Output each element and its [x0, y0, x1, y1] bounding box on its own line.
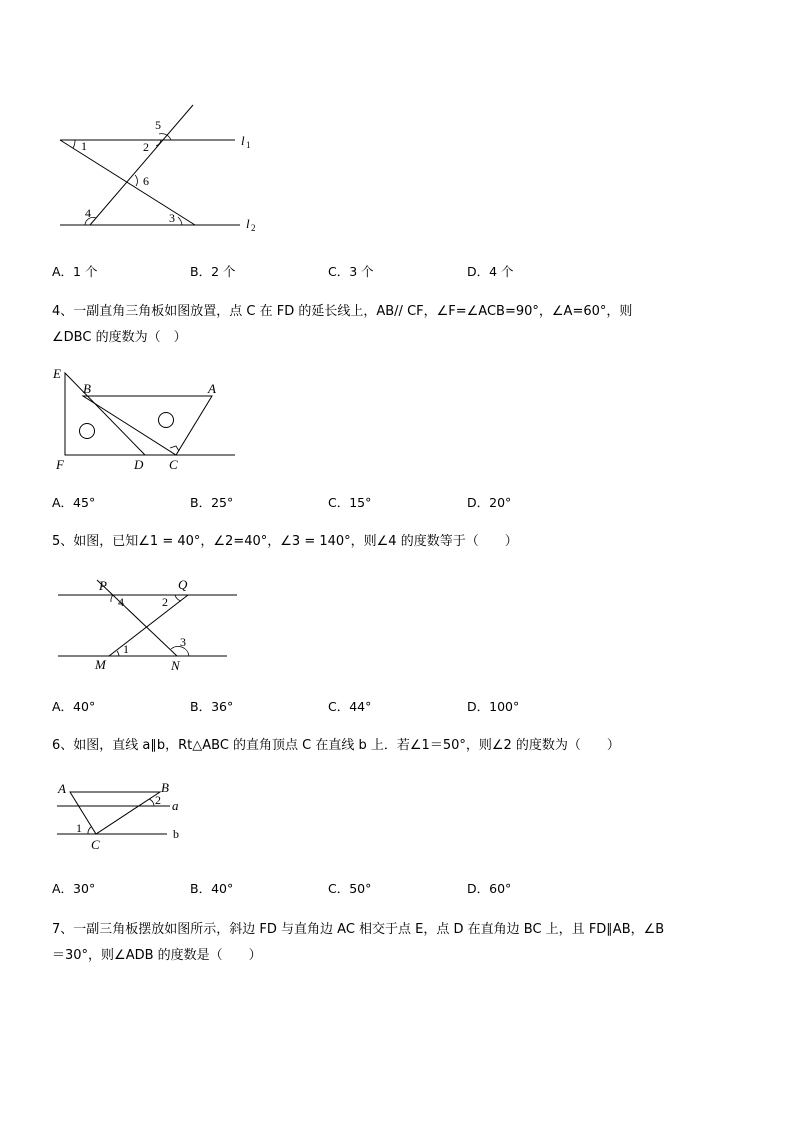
point-label-a: A	[208, 381, 216, 396]
option-a[interactable]: A．30°	[52, 881, 96, 896]
option-c[interactable]: C．50°	[328, 881, 372, 896]
angle-arc-3	[178, 217, 182, 225]
angle-label-6: 6	[143, 174, 149, 188]
line-label-l1-sub: 1	[246, 140, 251, 150]
point-label-a: A	[58, 781, 66, 796]
option-c[interactable]: C．44°	[328, 699, 372, 714]
question-4-text-line1: 4、一副直角三角板如图放置，点 C 在 FD 的延长线上，AB// CF，∠F=∠ACB=90°，∠A=60°，则	[52, 304, 633, 319]
line-pn	[97, 580, 177, 656]
question-7-text-line1: 7、一副三角板摆放如图所示，斜边 FD 与直角边 AC 相交于点 E，点 D 在直角边 BC 上，且 FD∥AB，∠B	[52, 922, 665, 937]
triangle-hole-left	[80, 424, 95, 439]
right-angle-mark-c	[170, 446, 179, 451]
figure-q5-svg	[55, 575, 235, 675]
point-label-n: N	[171, 658, 180, 673]
option-a[interactable]: A．45°	[52, 495, 96, 510]
option-b[interactable]: B．25°	[190, 495, 234, 510]
angle-arc-4	[111, 595, 113, 602]
triangle-hole-right	[159, 413, 174, 428]
figure-triangles-q4	[50, 365, 250, 475]
angle-arc-6	[135, 175, 137, 186]
angle-arc-5	[159, 134, 171, 140]
angle-label-5: 5	[155, 118, 161, 132]
point-label-c: C	[169, 457, 178, 472]
angle-label-1: 1	[76, 821, 82, 835]
angle-label-1: 1	[81, 139, 87, 153]
option-b[interactable]: B．40°	[190, 881, 234, 896]
angle-label-3: 3	[169, 211, 175, 225]
question-5-text-line1: 5、如图，已知∠1 = 40°，∠2=40°，∠3 = 140°，则∠4 的度数等于（ ）	[52, 534, 518, 549]
angle-arc-2	[149, 799, 154, 806]
option-d[interactable]: D．20°	[467, 495, 512, 510]
line-label-l1: l	[241, 133, 245, 148]
option-a[interactable]: A．40°	[52, 699, 96, 714]
figure-parallel-lines-q3	[55, 100, 275, 235]
point-label-f: F	[56, 457, 64, 472]
line-label-b: b	[173, 827, 179, 841]
line-label-a: a	[172, 798, 179, 813]
angle-arc-1	[117, 651, 119, 656]
point-label-p: P	[99, 578, 107, 593]
point-label-m: M	[95, 657, 106, 672]
angle-label-4: 4	[85, 206, 91, 220]
figure-q6-svg	[55, 780, 195, 855]
figure-right-triangle-q6	[55, 780, 195, 855]
question-7-text-line2: ＝30°，则∠ADB 的度数是（ ）	[52, 948, 262, 963]
angle-arc-1	[88, 827, 91, 834]
point-label-b: B	[83, 381, 91, 396]
figure-q4-svg	[50, 365, 250, 475]
option-b[interactable]: B．2 个	[190, 264, 236, 279]
option-c[interactable]: C．15°	[328, 495, 372, 510]
option-b[interactable]: B．36°	[190, 699, 234, 714]
question-7	[52, 917, 742, 969]
triangle-efd	[65, 373, 145, 455]
point-label-q: Q	[178, 577, 188, 592]
figure-intersecting-lines-q5	[55, 575, 235, 675]
point-label-c: C	[91, 837, 100, 852]
line-label-l2-sub: 2	[251, 223, 256, 233]
angle-label-2: 2	[162, 595, 168, 609]
angle-label-3: 3	[180, 635, 186, 649]
question-4	[52, 299, 742, 351]
point-label-b: B	[161, 780, 169, 795]
option-d[interactable]: D．60°	[467, 881, 512, 896]
option-d[interactable]: D．100°	[467, 699, 520, 714]
option-d[interactable]: D．4 个	[467, 264, 514, 279]
question-5	[52, 529, 742, 555]
option-a[interactable]: A．1 个	[52, 264, 98, 279]
triangle-bac	[83, 396, 212, 455]
point-label-d: D	[134, 457, 144, 472]
figure-q3-svg	[55, 100, 275, 235]
angle-arc-2	[175, 595, 181, 601]
angle-label-4: 4	[118, 595, 124, 609]
angle-arc-1	[73, 140, 75, 148]
question-6	[52, 733, 742, 759]
angle-label-2: 2	[155, 793, 161, 807]
point-label-e: E	[53, 366, 61, 381]
transversal-b	[90, 105, 193, 225]
question-6-text-line1: 6、如图，直线 a∥b，Rt△ABC 的直角顶点 C 在直线 b 上．若∠1＝50°，则∠2 的度数为（ ）	[52, 738, 620, 753]
angle-label-1: 1	[123, 642, 129, 656]
question-4-text-line2: ∠DBC 的度数为（ ）	[52, 330, 187, 345]
line-label-l2: l	[246, 216, 250, 231]
angle-label-2: 2	[143, 140, 149, 154]
option-c[interactable]: C．3 个	[328, 264, 374, 279]
triangle-abc	[70, 792, 160, 834]
